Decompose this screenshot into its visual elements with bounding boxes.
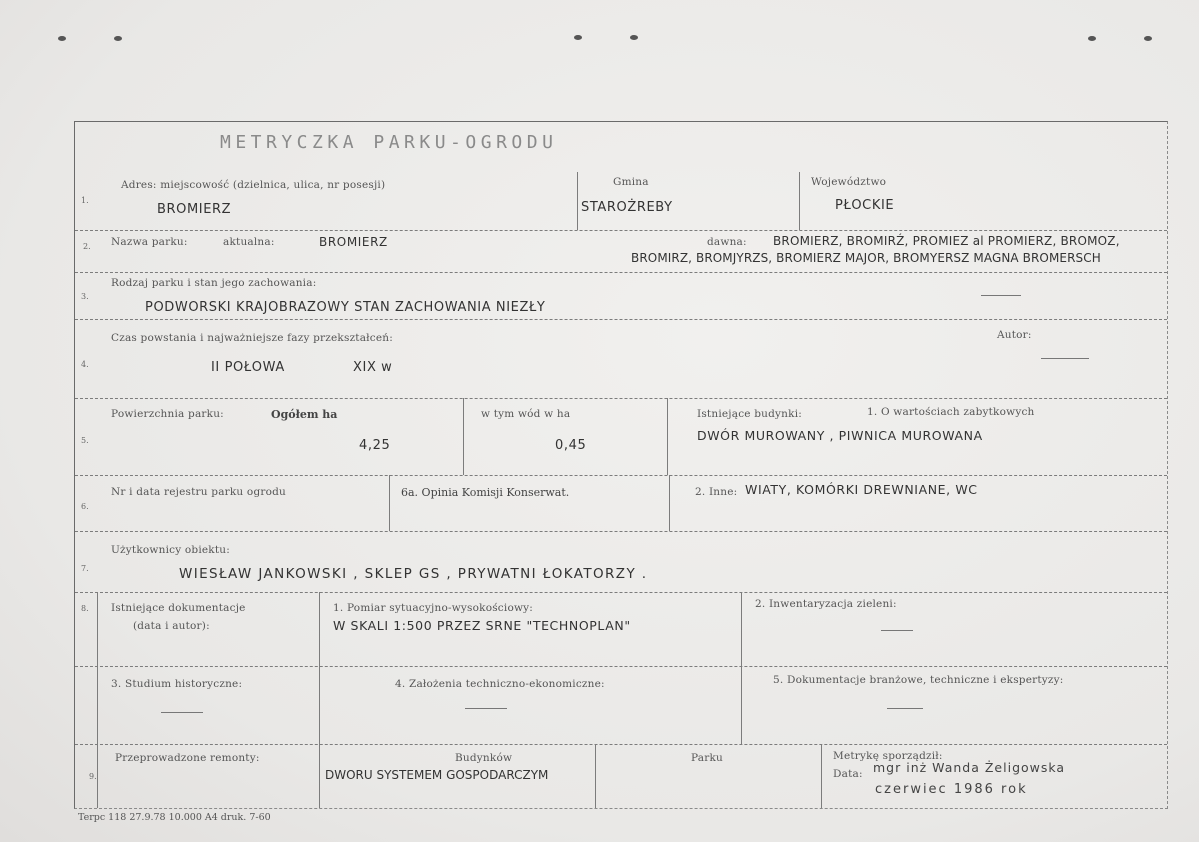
- row-number: 8.: [81, 604, 89, 613]
- area-label: Powierzchnia parku:: [111, 408, 224, 420]
- docs-sublabel: (data i autor):: [133, 620, 210, 632]
- col-divider: [595, 744, 596, 808]
- punch-hole: [574, 35, 582, 40]
- row-divider: [75, 744, 1167, 745]
- blank-dash: [1041, 358, 1089, 359]
- register-label: Nr i data rejestru parku ogrodu: [111, 486, 286, 498]
- sector-docs-label: 5. Dokumentacje branżowe, techniczne i ekspertyzy:: [773, 674, 1064, 686]
- repairs-label: Przeprowadzone remonty:: [115, 752, 260, 764]
- author-name-value: mgr inż Wanda Żeligowska: [873, 760, 1066, 775]
- row-number: 4.: [81, 360, 89, 369]
- former-name-line1: BROMIERZ, BROMIRŹ, PROMIEZ al PROMIERZ, BROMOZ,: [773, 234, 1120, 248]
- blank-dash: [887, 708, 923, 709]
- row-divider: [75, 666, 1167, 667]
- col-divider: [319, 592, 320, 744]
- author-label: Autor:: [997, 329, 1032, 341]
- park-name-label: Nazwa parku:: [111, 236, 188, 248]
- origin-value-period: II POŁOWA: [211, 360, 285, 375]
- total-area-label: Ogółem ha: [271, 408, 338, 421]
- row-number: 7.: [81, 564, 89, 573]
- col-divider: [741, 592, 742, 744]
- current-name-value: BROMIERZ: [319, 235, 388, 249]
- date-value: czerwiec 1986 rok: [875, 782, 1028, 797]
- water-area-label: w tym wód w ha: [481, 408, 571, 420]
- row-divider: [75, 230, 1167, 231]
- row-number: 1.: [81, 196, 89, 205]
- repairs-buildings-value: DWORU SYSTEMEM GOSPODARCZYM: [325, 768, 549, 782]
- voivodeship-label: Województwo: [811, 176, 887, 188]
- row-number: 5.: [81, 436, 89, 445]
- techno-economic-label: 4. Założenia techniczno-ekonomiczne:: [395, 678, 605, 690]
- origin-value-century: XIX w: [353, 360, 393, 375]
- punch-hole: [58, 36, 66, 41]
- total-area-value: 4,25: [359, 438, 391, 453]
- row-divider: [75, 475, 1167, 476]
- row-number: 6.: [81, 502, 89, 511]
- park-record-form: [74, 121, 1168, 809]
- other-buildings-label: 2. Inne:: [695, 486, 738, 498]
- buildings-label: Istniejące budynki:: [697, 408, 802, 420]
- prepared-by-label: Metrykę sporządził:: [833, 750, 943, 762]
- buildings-value: DWÓR MUROWANY , PIWNICA MUROWANA: [697, 428, 983, 443]
- historical-study-label: 3. Studium historyczne:: [111, 678, 243, 690]
- col-divider: [821, 744, 822, 808]
- row-divider: [75, 531, 1167, 532]
- former-name-label: dawna:: [707, 236, 747, 248]
- punch-hole: [114, 36, 122, 41]
- other-buildings-value: WIATY, KOMÓRKI DREWNIANE, WC: [745, 482, 978, 497]
- row-number: 9.: [89, 772, 97, 781]
- col-divider: [799, 172, 800, 230]
- origin-label: Czas powstania i najważniejsze fazy przekształceń:: [111, 332, 393, 344]
- current-name-label: aktualna:: [223, 236, 275, 248]
- docs-label: Istniejące dokumentacje: [111, 602, 246, 614]
- opinion-label: 6a. Opinia Komisji Konserwat.: [401, 486, 570, 499]
- blank-dash: [981, 295, 1021, 296]
- blank-dash: [161, 712, 203, 713]
- col-divider: [577, 172, 578, 230]
- greenery-inventory-label: 2. Inwentaryzacja zieleni:: [755, 598, 897, 610]
- col-divider: [669, 475, 670, 531]
- address-label: Adres: miejscowość (dzielnica, ulica, nr posesji): [121, 179, 386, 191]
- address-value: BROMIERZ: [157, 202, 232, 217]
- gmina-value: STAROŻREBY: [581, 200, 673, 215]
- punch-hole: [1144, 36, 1152, 41]
- date-label: Data:: [833, 768, 863, 780]
- users-value: WIESŁAW JANKOWSKI , SKLEP GS , PRYWATNI ŁOKATORZY .: [179, 566, 648, 582]
- blank-dash: [881, 630, 913, 631]
- survey-label: 1. Pomiar sytuacyjno-wysokościowy:: [333, 602, 534, 614]
- col-divider: [319, 744, 320, 808]
- survey-value: W SKALI 1:500 PRZEZ SRNE "TECHNOPLAN": [333, 618, 631, 633]
- park-type-value: PODWORSKI KRAJOBRAZOWY STAN ZACHOWANIA NIEZŁY: [145, 300, 546, 315]
- former-name-line2: BROMIRZ, BROMJYRZS, BROMIERZ MAJOR, BROMYERSZ MAGNA BROMERSCH: [631, 251, 1101, 265]
- col-divider: [463, 398, 464, 475]
- row-number: 2.: [83, 242, 91, 251]
- col-divider: [667, 398, 668, 475]
- row-divider: [75, 398, 1167, 399]
- row-divider: [75, 272, 1167, 273]
- col-divider: [389, 475, 390, 531]
- print-footer: Terpc 118 27.9.78 10.000 A4 druk. 7-60: [78, 812, 271, 823]
- park-type-label: Rodzaj parku i stan jego zachowania:: [111, 277, 317, 289]
- gmina-label: Gmina: [613, 176, 649, 188]
- row-divider: [75, 592, 1167, 593]
- repairs-buildings-label: Budynków: [455, 752, 513, 764]
- col-divider: [97, 592, 98, 808]
- users-label: Użytkownicy obiektu:: [111, 544, 230, 556]
- punch-hole: [1088, 36, 1096, 41]
- blank-dash: [465, 708, 507, 709]
- buildings-sublabel: 1. O wartościach zabytkowych: [867, 406, 1035, 418]
- repairs-park-label: Parku: [691, 752, 723, 764]
- punch-hole: [630, 35, 638, 40]
- row-number: 3.: [81, 292, 89, 301]
- water-area-value: 0,45: [555, 438, 587, 453]
- voivodeship-value: PŁOCKIE: [835, 198, 895, 213]
- form-title: METRYCZKA PARKU-OGRODU: [220, 132, 558, 153]
- row-divider: [75, 319, 1167, 320]
